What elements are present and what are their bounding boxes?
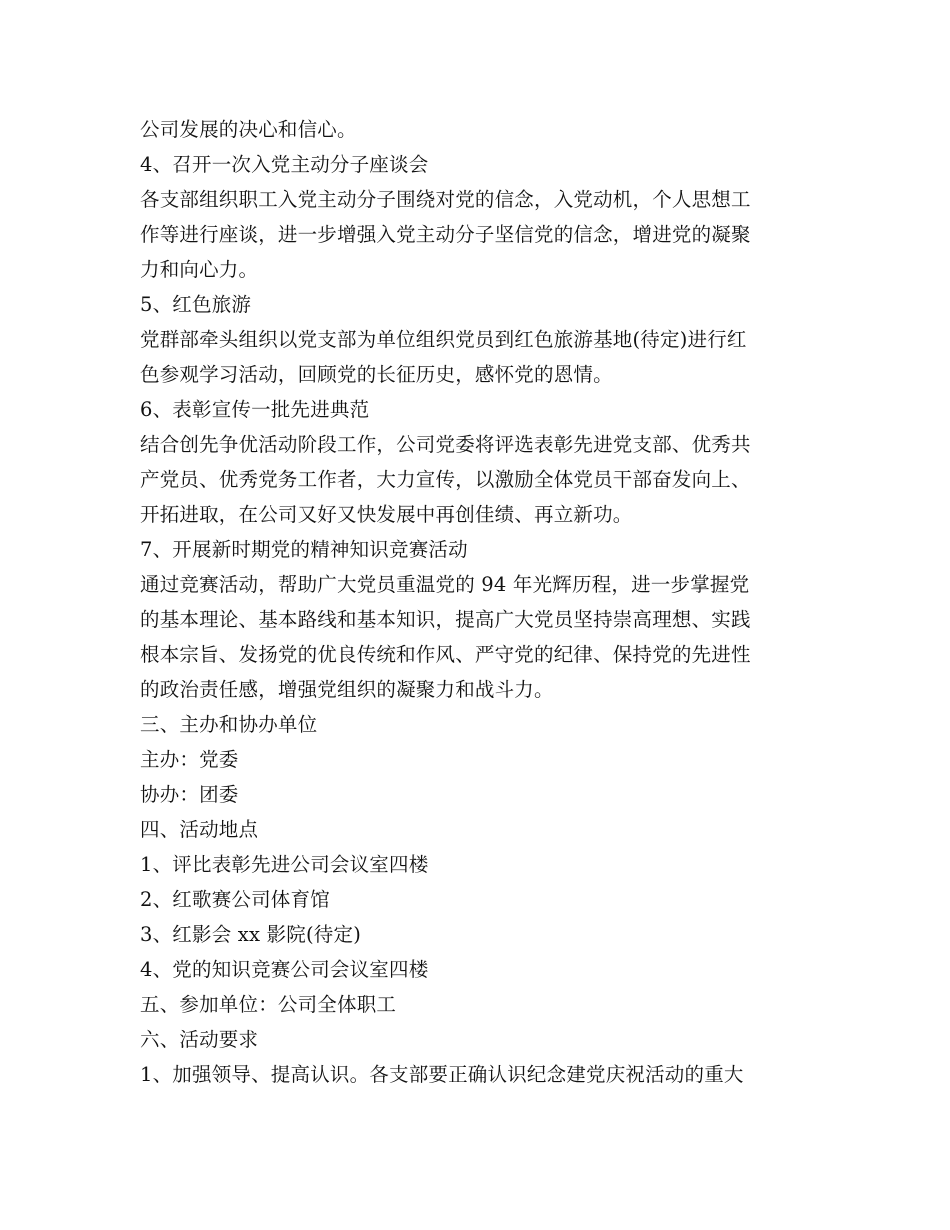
- section-heading: 4、召开一次入党主动分子座谈会: [140, 153, 429, 176]
- text-line: 产党员、优秀党务工作者，大力宣传，以激励全体党员干部奋发向上、: [140, 468, 751, 491]
- text-line: 作等进行座谈，进一步增强入党主动分子坚信党的信念，增进党的凝聚: [140, 223, 751, 246]
- section-heading: 四、活动地点: [140, 818, 259, 841]
- section-heading: 6、表彰宣传一批先进典范: [140, 398, 370, 421]
- list-item: 4、党的知识竞赛公司会议室四楼: [140, 958, 429, 981]
- text-line: 公司发展的决心和信心。: [140, 118, 357, 141]
- section-heading: 六、活动要求: [140, 1028, 259, 1051]
- text-line: 的基本理论、基本路线和基本知识，提高广大党员坚持崇高理想、实践: [140, 608, 751, 631]
- text-line: 开拓进取，在公司又好又快发展中再创佳绩、再立新功。: [140, 503, 633, 526]
- text-line: 结合创先争优活动阶段工作，公司党委将评选表彰先进党支部、优秀共: [140, 433, 751, 456]
- list-item: 3、红影会 xx 影院(待定): [140, 923, 362, 946]
- text-line: 力和向心力。: [140, 258, 259, 281]
- list-item: 1、评比表彰先进公司会议室四楼: [140, 853, 429, 876]
- section-heading: 三、主办和协办单位: [140, 713, 318, 736]
- text-line: 各支部组织职工入党主动分子围绕对党的信念，入党动机，个人思想工: [140, 188, 751, 211]
- text-line: 1、加强领导、提高认识。各支部要正确认识纪念建党庆祝活动的重大: [140, 1063, 744, 1086]
- text-line: 协办：团委: [140, 783, 239, 806]
- section-heading: 五、参加单位：公司全体职工: [140, 993, 397, 1016]
- text-line: 色参观学习活动，回顾党的长征历史，感怀党的恩情。: [140, 363, 613, 386]
- document-body: [140, 112, 815, 1092]
- text-line: 通过竞赛活动，帮助广大党员重温党的 94 年光辉历程，进一步掌握党: [140, 573, 750, 596]
- text-line: 根本宗旨、发扬党的优良传统和作风、严守党的纪律、保持党的先进性: [140, 643, 751, 666]
- section-heading: 7、开展新时期党的精神知识竞赛活动: [140, 538, 468, 561]
- section-heading: 5、红色旅游: [140, 293, 252, 316]
- text-line: 主办：党委: [140, 748, 239, 771]
- text-line: 党群部牵头组织以党支部为单位组织党员到红色旅游基地(待定)进行红: [140, 328, 747, 351]
- text-line: 的政治责任感，增强党组织的凝聚力和战斗力。: [140, 678, 554, 701]
- list-item: 2、红歌赛公司体育馆: [140, 888, 330, 911]
